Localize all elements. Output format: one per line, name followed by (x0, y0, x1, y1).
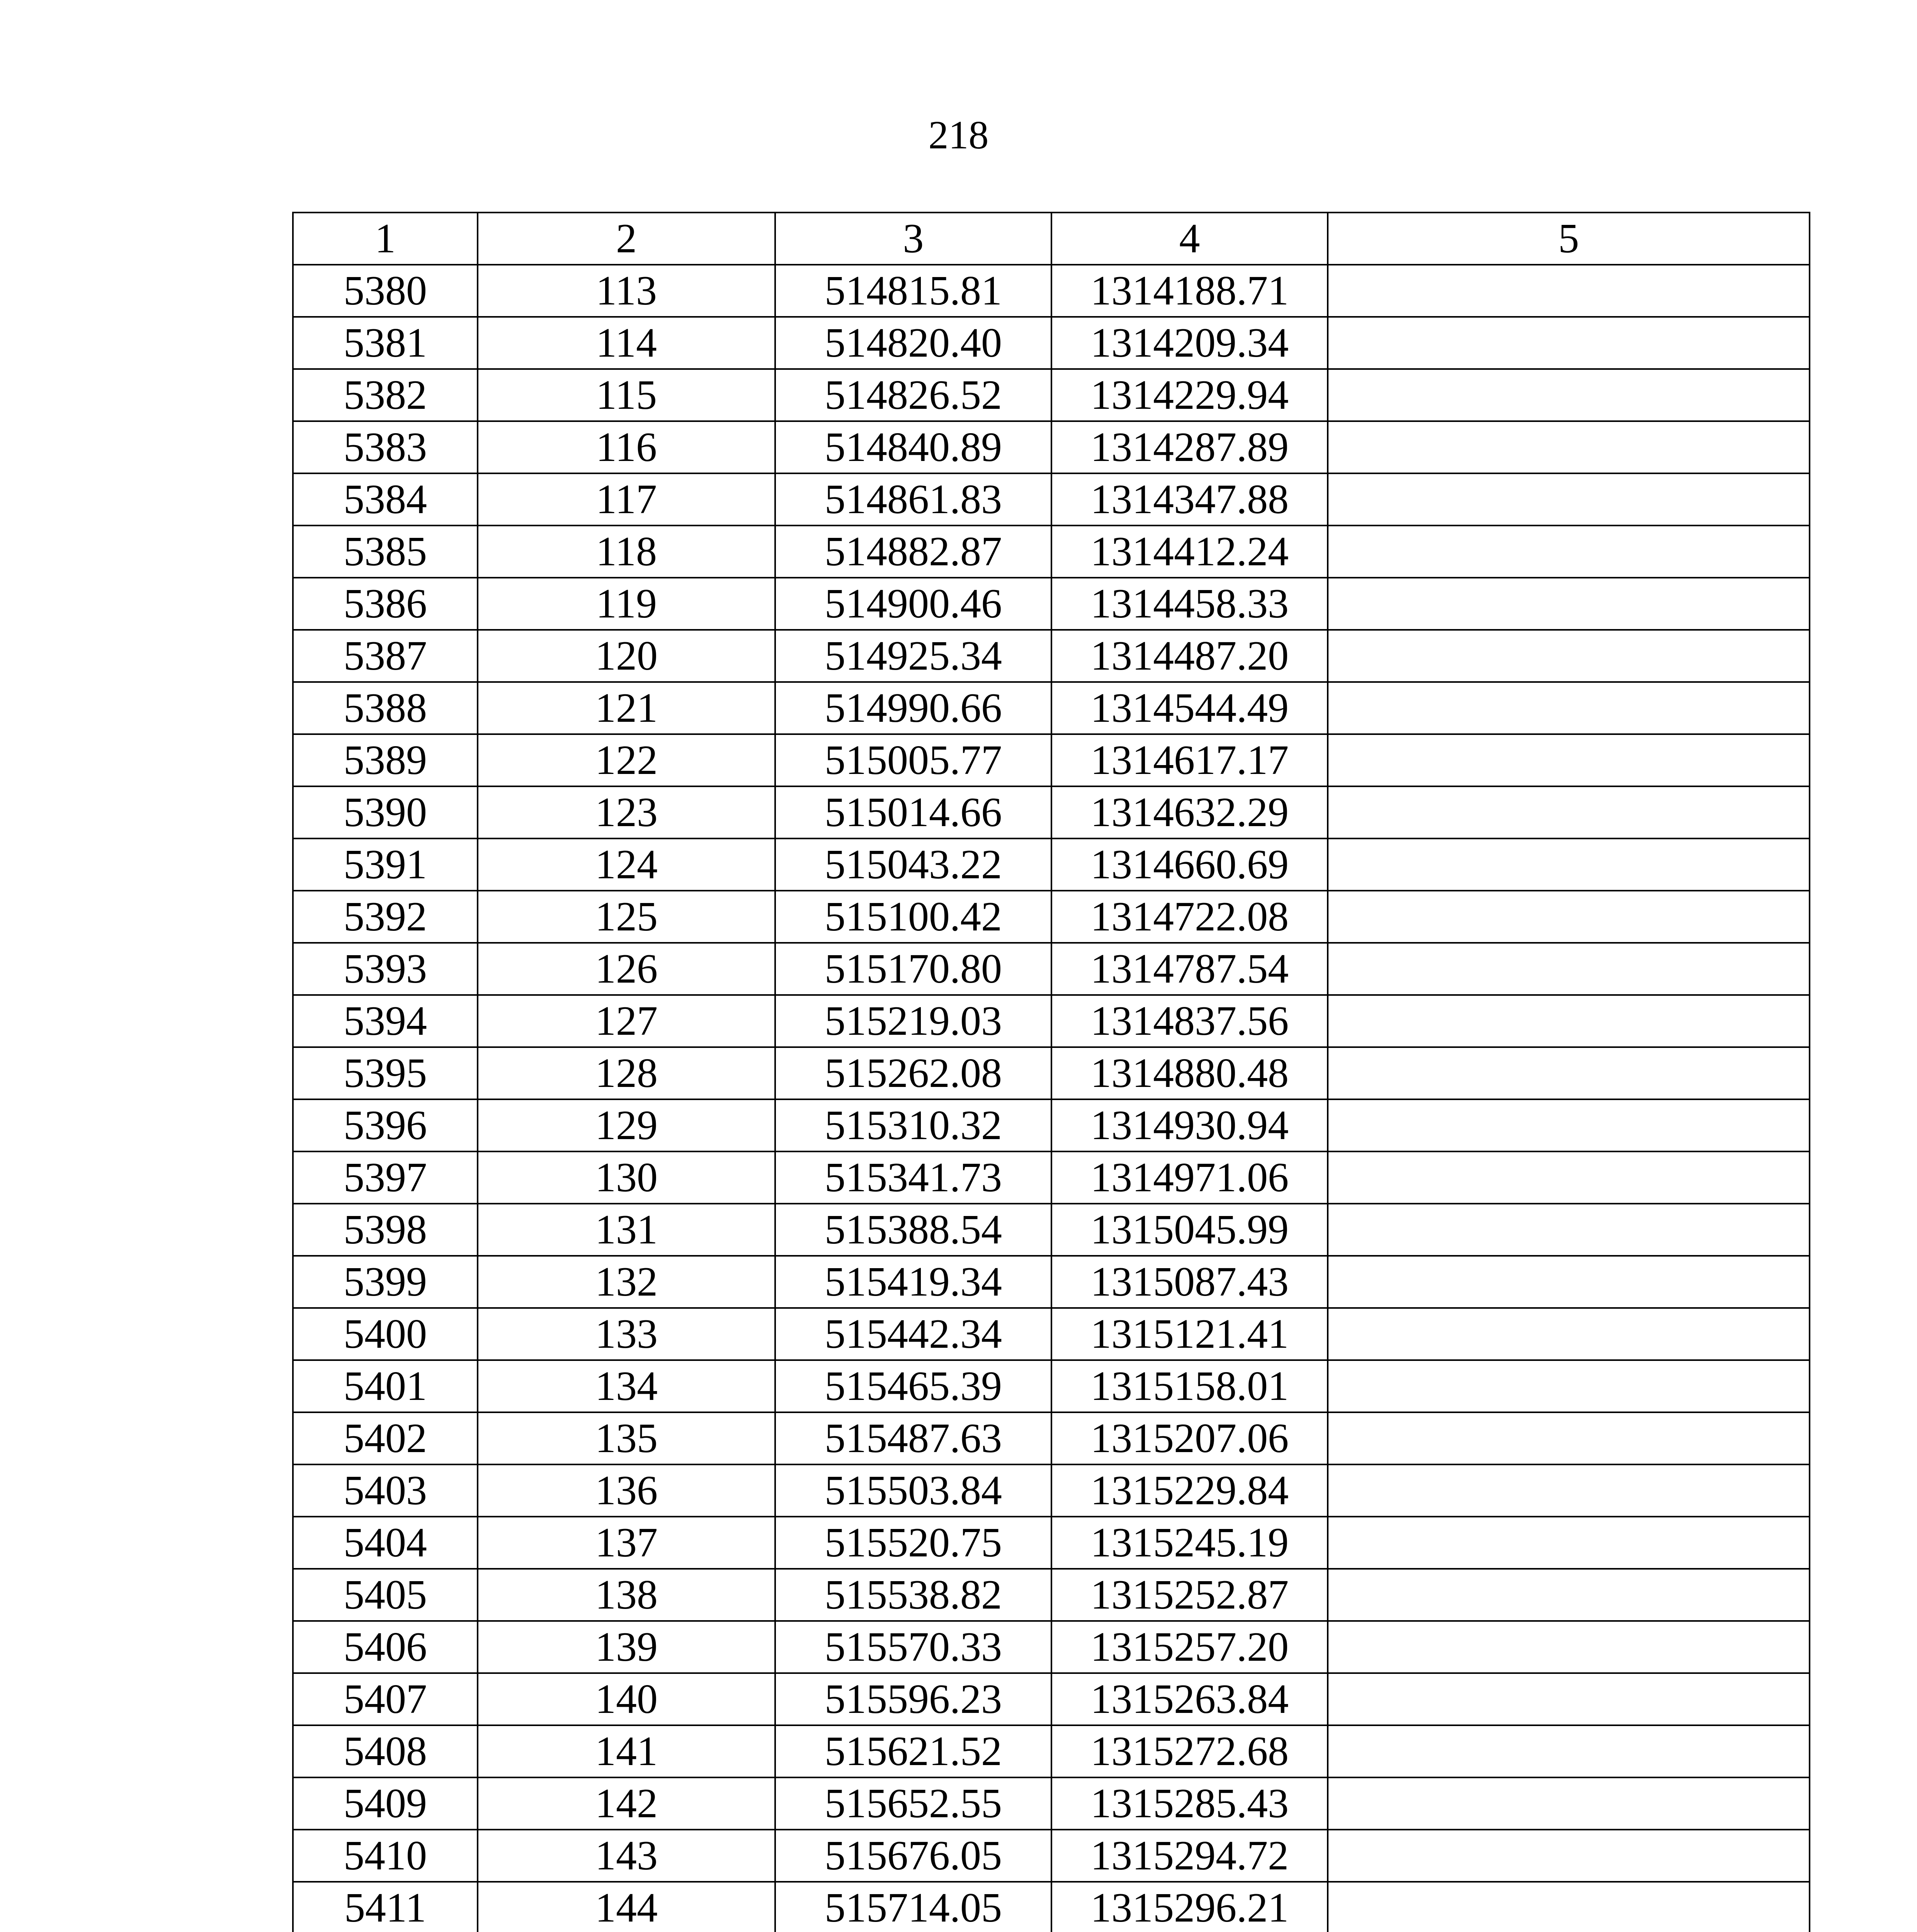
coordinate-x-cell: 515487.63 (775, 1412, 1051, 1464)
note-cell (1328, 630, 1810, 682)
note-cell (1328, 1517, 1810, 1569)
point-number-cell: 5395 (293, 1047, 478, 1099)
coordinate-x-cell: 515652.55 (775, 1777, 1051, 1830)
coordinate-y-cell: 1314787.54 (1051, 943, 1328, 995)
note-cell (1328, 1308, 1810, 1360)
coordinate-x-cell: 515341.73 (775, 1151, 1051, 1204)
table-header (293, 213, 1810, 265)
vertex-number-cell: 137 (478, 1517, 775, 1569)
vertex-number-cell: 127 (478, 995, 775, 1047)
coordinate-x-cell: 514900.46 (775, 578, 1051, 630)
vertex-number-cell: 131 (478, 1204, 775, 1256)
column-header-1: 1 (293, 213, 478, 265)
note-cell (1328, 734, 1810, 786)
coordinate-x-cell: 514820.40 (775, 317, 1051, 369)
coordinate-x-cell: 515676.05 (775, 1830, 1051, 1882)
table-row (293, 1673, 1810, 1725)
coordinate-y-cell: 1315121.41 (1051, 1308, 1328, 1360)
coordinate-y-cell: 1314632.29 (1051, 786, 1328, 838)
coordinate-y-cell: 1315045.99 (1051, 1204, 1328, 1256)
coordinate-y-cell: 1315294.72 (1051, 1830, 1328, 1882)
table-row (293, 943, 1810, 995)
coordinate-y-cell: 1315285.43 (1051, 1777, 1328, 1830)
coordinate-y-cell: 1314722.08 (1051, 891, 1328, 943)
coordinate-y-cell: 1314660.69 (1051, 838, 1328, 891)
table-row (293, 786, 1810, 838)
vertex-number-cell: 117 (478, 473, 775, 526)
point-number-cell: 5407 (293, 1673, 478, 1725)
coordinates-table (292, 212, 1810, 1932)
coordinate-x-cell: 515043.22 (775, 838, 1051, 891)
table-row (293, 578, 1810, 630)
coordinate-y-cell: 1315158.01 (1051, 1360, 1328, 1412)
point-number-cell: 5397 (293, 1151, 478, 1204)
table-row (293, 1621, 1810, 1673)
note-cell (1328, 995, 1810, 1047)
coordinate-x-cell: 515570.33 (775, 1621, 1051, 1673)
vertex-number-cell: 143 (478, 1830, 775, 1882)
vertex-number-cell: 136 (478, 1464, 775, 1517)
coordinate-x-cell: 515419.34 (775, 1256, 1051, 1308)
table-row (293, 369, 1810, 421)
coordinate-x-cell: 514990.66 (775, 682, 1051, 734)
point-number-cell: 5392 (293, 891, 478, 943)
vertex-number-cell: 128 (478, 1047, 775, 1099)
coordinate-y-cell: 1314487.20 (1051, 630, 1328, 682)
column-header-2: 2 (478, 213, 775, 265)
column-header-5: 5 (1328, 213, 1810, 265)
note-cell (1328, 682, 1810, 734)
coordinate-x-cell: 515442.34 (775, 1308, 1051, 1360)
note-cell (1328, 1725, 1810, 1777)
coordinate-x-cell: 515388.54 (775, 1204, 1051, 1256)
coordinate-y-cell: 1314837.56 (1051, 995, 1328, 1047)
point-number-cell: 5411 (293, 1882, 478, 1932)
coordinate-x-cell: 515503.84 (775, 1464, 1051, 1517)
note-cell (1328, 943, 1810, 995)
vertex-number-cell: 135 (478, 1412, 775, 1464)
table-row (293, 1204, 1810, 1256)
table-row (293, 473, 1810, 526)
vertex-number-cell: 123 (478, 786, 775, 838)
point-number-cell: 5404 (293, 1517, 478, 1569)
note-cell (1328, 1151, 1810, 1204)
table-row (293, 630, 1810, 682)
vertex-number-cell: 144 (478, 1882, 775, 1932)
note-cell (1328, 1360, 1810, 1412)
note-cell (1328, 1464, 1810, 1517)
coordinate-x-cell: 514815.81 (775, 265, 1051, 317)
point-number-cell: 5409 (293, 1777, 478, 1830)
vertex-number-cell: 132 (478, 1256, 775, 1308)
table-row (293, 995, 1810, 1047)
point-number-cell: 5402 (293, 1412, 478, 1464)
table-row (293, 317, 1810, 369)
note-cell (1328, 369, 1810, 421)
note-cell (1328, 421, 1810, 473)
note-cell (1328, 1412, 1810, 1464)
table-row (293, 421, 1810, 473)
point-number-cell: 5394 (293, 995, 478, 1047)
point-number-cell: 5387 (293, 630, 478, 682)
coordinate-x-cell: 515219.03 (775, 995, 1051, 1047)
coordinate-y-cell: 1314930.94 (1051, 1099, 1328, 1151)
coordinate-y-cell: 1314229.94 (1051, 369, 1328, 421)
note-cell (1328, 473, 1810, 526)
point-number-cell: 5385 (293, 526, 478, 578)
note-cell (1328, 578, 1810, 630)
point-number-cell: 5400 (293, 1308, 478, 1360)
point-number-cell: 5381 (293, 317, 478, 369)
point-number-cell: 5398 (293, 1204, 478, 1256)
coordinate-y-cell: 1314617.17 (1051, 734, 1328, 786)
vertex-number-cell: 119 (478, 578, 775, 630)
vertex-number-cell: 118 (478, 526, 775, 578)
table-row (293, 526, 1810, 578)
coordinate-y-cell: 1314971.06 (1051, 1151, 1328, 1204)
vertex-number-cell: 141 (478, 1725, 775, 1777)
point-number-cell: 5396 (293, 1099, 478, 1151)
note-cell (1328, 1673, 1810, 1725)
table-row (293, 1725, 1810, 1777)
vertex-number-cell: 121 (478, 682, 775, 734)
point-number-cell: 5383 (293, 421, 478, 473)
note-cell (1328, 1099, 1810, 1151)
coordinate-x-cell: 515714.05 (775, 1882, 1051, 1932)
coordinate-y-cell: 1315263.84 (1051, 1673, 1328, 1725)
table-row (293, 1517, 1810, 1569)
coordinate-y-cell: 1314458.33 (1051, 578, 1328, 630)
note-cell (1328, 1569, 1810, 1621)
table-row (293, 1308, 1810, 1360)
table-row (293, 1830, 1810, 1882)
table-row (293, 1777, 1810, 1830)
coordinate-y-cell: 1315229.84 (1051, 1464, 1328, 1517)
table-row (293, 682, 1810, 734)
table-row (293, 838, 1810, 891)
point-number-cell: 5410 (293, 1830, 478, 1882)
coordinate-y-cell: 1314347.88 (1051, 473, 1328, 526)
point-number-cell: 5406 (293, 1621, 478, 1673)
vertex-number-cell: 124 (478, 838, 775, 891)
coordinate-y-cell: 1315252.87 (1051, 1569, 1328, 1621)
coordinate-y-cell: 1314880.48 (1051, 1047, 1328, 1099)
note-cell (1328, 1777, 1810, 1830)
note-cell (1328, 786, 1810, 838)
table-row (293, 1099, 1810, 1151)
note-cell (1328, 317, 1810, 369)
point-number-cell: 5384 (293, 473, 478, 526)
point-number-cell: 5386 (293, 578, 478, 630)
coordinate-x-cell: 515005.77 (775, 734, 1051, 786)
coordinate-x-cell: 515310.32 (775, 1099, 1051, 1151)
point-number-cell: 5393 (293, 943, 478, 995)
vertex-number-cell: 126 (478, 943, 775, 995)
note-cell (1328, 1204, 1810, 1256)
point-number-cell: 5390 (293, 786, 478, 838)
table-row (293, 1464, 1810, 1517)
point-number-cell: 5388 (293, 682, 478, 734)
point-number-cell: 5391 (293, 838, 478, 891)
column-header-4: 4 (1051, 213, 1328, 265)
vertex-number-cell: 114 (478, 317, 775, 369)
vertex-number-cell: 134 (478, 1360, 775, 1412)
vertex-number-cell: 138 (478, 1569, 775, 1621)
vertex-number-cell: 122 (478, 734, 775, 786)
note-cell (1328, 265, 1810, 317)
coordinate-x-cell: 515538.82 (775, 1569, 1051, 1621)
point-number-cell: 5399 (293, 1256, 478, 1308)
coordinate-x-cell: 514925.34 (775, 630, 1051, 682)
table-row (293, 1151, 1810, 1204)
point-number-cell: 5408 (293, 1725, 478, 1777)
coordinate-x-cell: 515621.52 (775, 1725, 1051, 1777)
coordinate-x-cell: 515465.39 (775, 1360, 1051, 1412)
vertex-number-cell: 125 (478, 891, 775, 943)
coordinate-x-cell: 514826.52 (775, 369, 1051, 421)
point-number-cell: 5389 (293, 734, 478, 786)
coordinate-y-cell: 1315207.06 (1051, 1412, 1328, 1464)
table-row (293, 1412, 1810, 1464)
table-row (293, 891, 1810, 943)
column-header-3: 3 (775, 213, 1051, 265)
point-number-cell: 5403 (293, 1464, 478, 1517)
coordinate-x-cell: 515520.75 (775, 1517, 1051, 1569)
coordinate-y-cell: 1314544.49 (1051, 682, 1328, 734)
vertex-number-cell: 130 (478, 1151, 775, 1204)
coordinate-x-cell: 514840.89 (775, 421, 1051, 473)
point-number-cell: 5405 (293, 1569, 478, 1621)
table-body (293, 265, 1810, 1932)
vertex-number-cell: 115 (478, 369, 775, 421)
point-number-cell: 5401 (293, 1360, 478, 1412)
table-row (293, 265, 1810, 317)
table-row (293, 1256, 1810, 1308)
table-row (293, 1569, 1810, 1621)
coordinate-x-cell: 514861.83 (775, 473, 1051, 526)
note-cell (1328, 1047, 1810, 1099)
note-cell (1328, 1830, 1810, 1882)
table-row (293, 1047, 1810, 1099)
coordinate-y-cell: 1315296.21 (1051, 1882, 1328, 1932)
vertex-number-cell: 142 (478, 1777, 775, 1830)
coordinate-y-cell: 1315272.68 (1051, 1725, 1328, 1777)
coordinate-x-cell: 515262.08 (775, 1047, 1051, 1099)
coordinate-y-cell: 1315245.19 (1051, 1517, 1328, 1569)
note-cell (1328, 838, 1810, 891)
note-cell (1328, 526, 1810, 578)
table-row (293, 734, 1810, 786)
vertex-number-cell: 139 (478, 1621, 775, 1673)
coordinate-x-cell: 515014.66 (775, 786, 1051, 838)
coordinate-y-cell: 1314209.34 (1051, 317, 1328, 369)
point-number-cell: 5380 (293, 265, 478, 317)
coordinate-x-cell: 514882.87 (775, 526, 1051, 578)
coordinate-y-cell: 1314188.71 (1051, 265, 1328, 317)
page-number: 218 (928, 113, 989, 157)
vertex-number-cell: 129 (478, 1099, 775, 1151)
note-cell (1328, 891, 1810, 943)
note-cell (1328, 1621, 1810, 1673)
note-cell (1328, 1882, 1810, 1932)
coordinate-y-cell: 1315257.20 (1051, 1621, 1328, 1673)
coordinate-x-cell: 515596.23 (775, 1673, 1051, 1725)
coordinate-y-cell: 1315087.43 (1051, 1256, 1328, 1308)
vertex-number-cell: 133 (478, 1308, 775, 1360)
table-row (293, 1360, 1810, 1412)
coordinate-x-cell: 515100.42 (775, 891, 1051, 943)
vertex-number-cell: 120 (478, 630, 775, 682)
coordinate-x-cell: 515170.80 (775, 943, 1051, 995)
vertex-number-cell: 113 (478, 265, 775, 317)
note-cell (1328, 1256, 1810, 1308)
table-row (293, 1882, 1810, 1932)
coordinate-y-cell: 1314412.24 (1051, 526, 1328, 578)
vertex-number-cell: 116 (478, 421, 775, 473)
vertex-number-cell: 140 (478, 1673, 775, 1725)
header-row (293, 213, 1810, 265)
point-number-cell: 5382 (293, 369, 478, 421)
coordinate-y-cell: 1314287.89 (1051, 421, 1328, 473)
